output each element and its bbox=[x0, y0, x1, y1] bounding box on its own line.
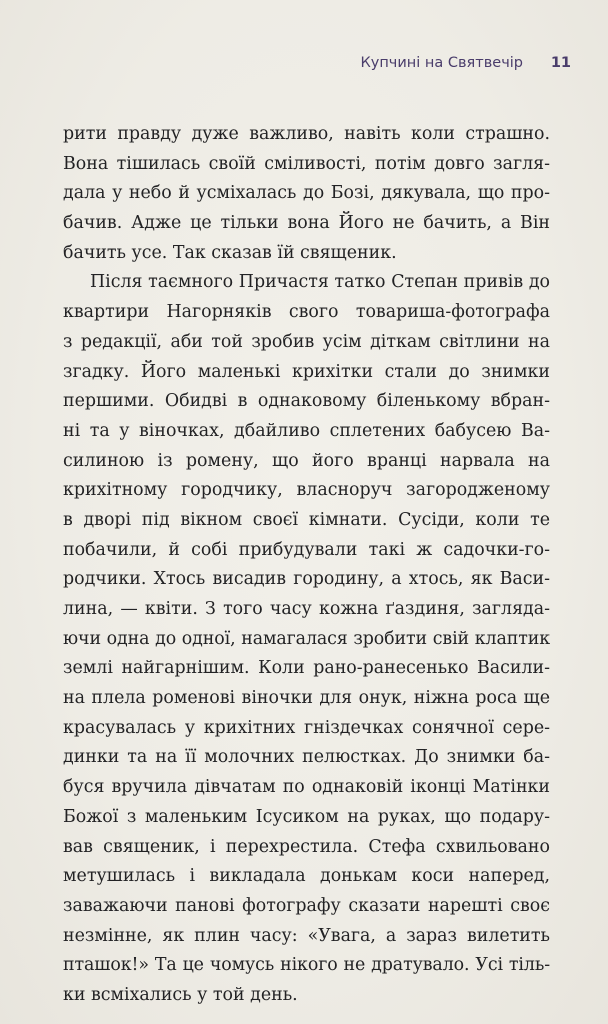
text-line: лина, — квіти. З того часу кожна ґаздиня, загляда- bbox=[63, 599, 550, 619]
text-line: згадку. Його маленькі крихітки стали до знимки bbox=[63, 361, 550, 382]
text-line: побачили, й собі прибудували такі ж садочки-го- bbox=[63, 539, 550, 560]
chapter-title: Купчині на Святвечір bbox=[360, 55, 523, 71]
text-line: крихітному городчику, власноруч загородженому bbox=[63, 480, 550, 501]
text-line: заважаючи панові фотографу сказати нарешті своє bbox=[63, 895, 550, 916]
text-line: вав священик, і перехрестила. Стефа схвильовано bbox=[63, 836, 550, 857]
text-line: з редакції, аби той зробив усім діткам світлини на bbox=[63, 331, 550, 352]
text-line: Вона тішилась своїй сміливості, потім довго загля- bbox=[63, 153, 550, 174]
text-line: силиною із ромену, що його вранці нарвала на bbox=[63, 450, 550, 471]
text-line: Божої з маленьким Ісусиком на руках, що подару- bbox=[63, 806, 550, 827]
text-line: рити правду дуже важливо, навіть коли страшно. bbox=[63, 124, 550, 144]
text-line: першими. Обидві в однаковому біленькому вбран- bbox=[63, 391, 550, 412]
text-line: незмінне, як плин часу: «Увага, а зараз вилетить bbox=[63, 925, 550, 946]
text-line: бачив. Адже це тільки вона Його не бачить, а Він bbox=[63, 213, 550, 234]
text-line: ючи одна до одної, намагалася зробити свій клаптик bbox=[63, 628, 550, 649]
body-text bbox=[63, 120, 550, 1011]
text-line: динки та на її молочних пелюстках. До знимки ба- bbox=[63, 747, 550, 768]
text-line: квартири Нагорняків свого товариша-фотографа bbox=[63, 302, 550, 323]
text-line: пташок!» Та це чомусь нікого не дратувало. Усі тіль- bbox=[63, 955, 550, 976]
text-line: метушилась і викладала донькам коси наперед, bbox=[63, 866, 550, 887]
running-head bbox=[0, 55, 608, 79]
text-line: Після таємного Причастя татко Степан привів до bbox=[90, 272, 550, 293]
text-line: родчики. Хтось висадив городину, а хтось, як Васи- bbox=[63, 569, 550, 590]
page-number: 11 bbox=[550, 55, 571, 71]
text-line: ки всміхались у той день. bbox=[63, 984, 298, 1005]
text-line: в дворі під вікном своєї кімнати. Сусіди, коли те bbox=[63, 509, 550, 530]
text-line: бачить усе. Так сказав їй священик. bbox=[63, 242, 397, 263]
text-line: дала у небо й усміхалась до Бозі, дякувала, що про- bbox=[63, 183, 550, 204]
text-line: ні та у віночках, дбайливо сплетених бабусею Ва- bbox=[63, 420, 550, 441]
text-line: буся вручила дівчатам по однаковій іконці Матінки bbox=[63, 777, 550, 798]
text-line: красувалась у крихітних гніздечках сонячної сере- bbox=[63, 717, 550, 738]
text-line: на плела роменові віночки для онук, ніжна роса ще bbox=[63, 688, 550, 709]
text-line: землі найгарнішим. Коли рано-ранесенько Васили- bbox=[63, 658, 550, 679]
